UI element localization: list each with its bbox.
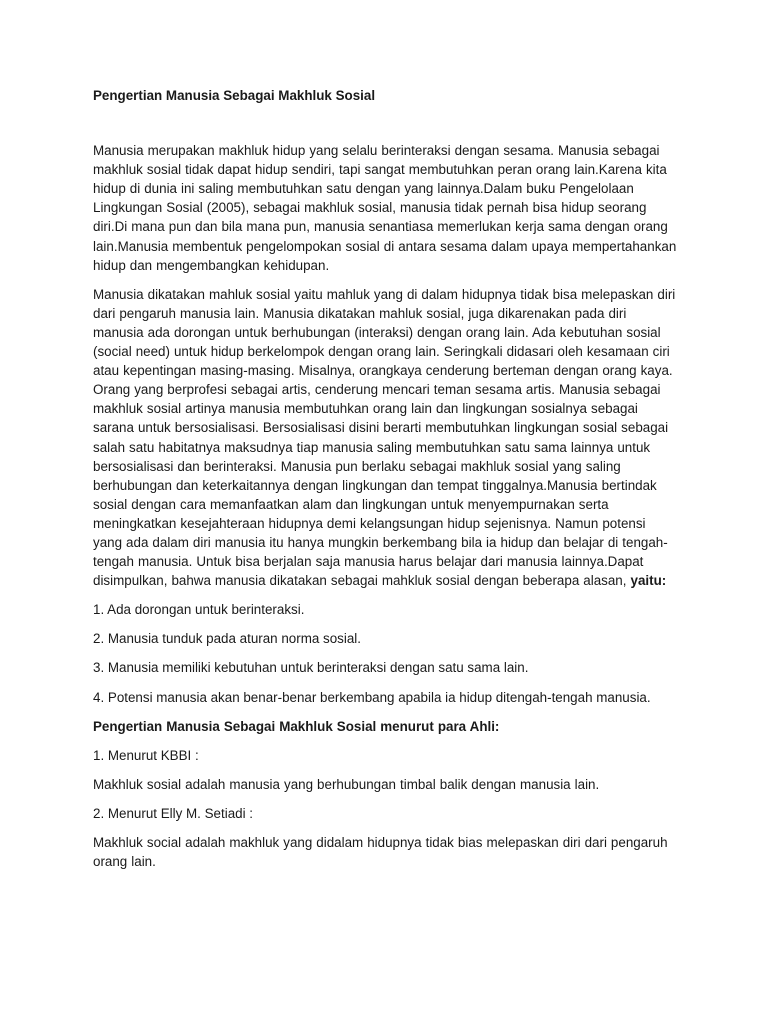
- expert-kbbi-definition: Makhluk sosial adalah manusia yang berhubungan timbal balik dengan manusia lain.: [93, 776, 600, 792]
- reason-item-1: 1. Ada dorongan untuk berinteraksi.: [93, 602, 305, 618]
- reason-item-4: 4. Potensi manusia akan benar-benar berkembang apabila ia hidup ditengah-tengah manusia.: [93, 689, 651, 705]
- reason-item-2: 2. Manusia tunduk pada aturan norma sosial.: [93, 631, 361, 647]
- paragraph-social-being-ending: yaitu:: [630, 573, 667, 589]
- document-title: Pengertian Manusia Sebagai Makhluk Sosial: [93, 88, 376, 103]
- paragraph-social-being: [93, 285, 678, 591]
- paragraph-intro: Manusia merupakan makhluk hidup yang selalu berinteraksi dengan sesama. Manusia sebagai makhluk sosial tidak dapat hidup sendiri, tapi sangat membutuhkan peran orang lain.Karena kita hidup di dunia ini saling membutuhkan satu dengan yang lainnya.Dalam buku Pengelolaan Lingkungan Sosial (2005), sebagai makhluk sosial, manusia tidak pernah bisa hidup seorang diri.Di mana pun dan bila mana pun, manusia senantiasa memerlukan kerja sama dengan orang lain.Manusia membentuk pengelompokan sosial di antara sesama dalam upaya mempertahankan hidup dan mengembangkan kehidupan.: [93, 143, 677, 273]
- expert-kbbi-heading: 1. Menurut KBBI :: [93, 747, 199, 763]
- reason-item-3: 3. Manusia memiliki kebutuhan untuk berinteraksi dengan satu sama lain.: [93, 660, 529, 676]
- experts-heading: Pengertian Manusia Sebagai Makhluk Sosial menurut para Ahli:: [93, 718, 500, 734]
- expert-setiadi-heading: 2. Menurut Elly M. Setiadi :: [93, 805, 254, 821]
- paragraph-social-being-text: Manusia dikatakan mahluk sosial yaitu mahluk yang di dalam hidupnya tidak bisa melepaskan diri dari pengaruh manusia lain. Manusia dikatakan mahluk sosial, juga dikarenakan pada diri manusia ada dorongan untuk berhubungan (interaksi) dengan orang lain. Ada kebutuhan sosial (social need) untuk hidup berkelompok dengan orang lain. Seringkali didasari oleh kesamaan ciri atau kepentingan masing-masing. Misalnya, orangkaya cenderung berteman dengan orang kaya. Orang yang berprofesi sebagai artis, cenderung mencari teman sesama artis. Manusia sebagai makhluk sosial artinya manusia membutuhkan orang lain dan lingkungan sosialnya sebagai sarana untuk bersosialisasi. Bersosialisasi disini berarti membutuhkan lingkungan sosial sebagai salah satu habitatnya maksudnya tiap manusia saling membutuhkan satu sama lainnya untuk bersosialisasi dan berinteraksi. Manusia pun berlaku sebagai makhluk sosial yang saling berhubungan dan keterkaitannya dengan lingkungan dan tempat tinggalnya.Manusia bertindak sosial dengan cara memanfaatkan alam dan lingkungan untuk menyempurnakan serta meningkatkan kesejahteraan hidupnya demi kelangsungan hidup sejenisnya. Namun potensi yang ada dalam diri manusia itu hanya mungkin berkembang bila ia hidup dan belajar di tengah-tengah manusia. Untuk bisa berjalan saja manusia harus belajar dari manusia lainnya.Dapat disimpulkan, bahwa manusia dikatakan sebagai mahkluk sosial dengan beberapa alasan,: [93, 286, 676, 589]
- document-page: [93, 86, 678, 881]
- expert-setiadi-definition: Makhluk social adalah makhluk yang didalam hidupnya tidak bias melepaskan diri dari pengaruh orang lain.: [93, 835, 668, 870]
